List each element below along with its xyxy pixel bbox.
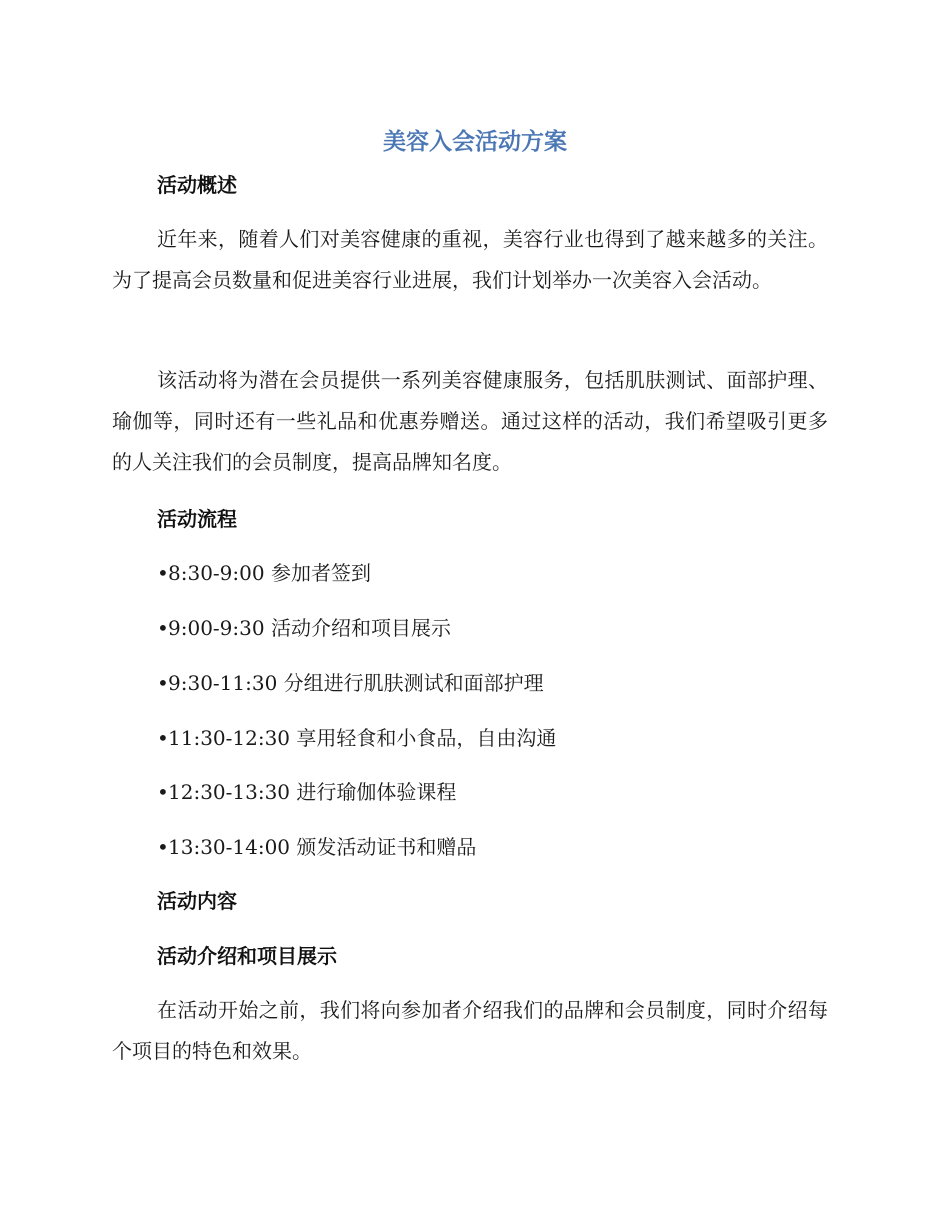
section-heading-overview: 活动概述 (157, 173, 237, 197)
schedule-item (157, 777, 456, 807)
schedule-item-text: 11:30-12:30 享用轻食和小食品，自由沟通 (168, 726, 557, 750)
schedule-item-text: 8:30-9:00 参加者签到 (168, 561, 371, 585)
schedule-item (157, 668, 544, 698)
page-title: 美容入会活动方案 (383, 129, 567, 155)
overview-paragraph-1: 近年来，随着人们对美容健康的重视，美容行业也得到了越来越多的关注。为了提高会员数量和促进美容行业进展，我们计划举办一次美容入会活动。 (112, 227, 828, 292)
schedule-item-text: 13:30-14:00 颁发活动证书和赠品 (168, 835, 477, 859)
overview-paragraph-2: 该活动将为潜在会员提供一系列美容健康服务，包括肌肤测试、面部护理、瑜伽等，同时还有一些礼品和优惠券赠送。通过这样的活动，我们希望吸引更多的人关注我们的会员制度，提高品牌知名度。 (112, 368, 828, 474)
schedule-item (157, 723, 556, 753)
section-heading-schedule: 活动流程 (157, 507, 237, 531)
bullet-dot: • (157, 671, 169, 695)
bullet-dot: • (157, 561, 169, 585)
schedule-item-text: 12:30-13:30 进行瑜伽体验课程 (168, 780, 457, 804)
schedule-item (157, 613, 451, 643)
schedule-item-text: 9:30-11:30 分组进行肌肤测试和面部护理 (168, 671, 544, 695)
schedule-item (157, 558, 371, 588)
section-heading-content: 活动内容 (157, 889, 237, 913)
bullet-dot: • (157, 726, 169, 750)
bullet-dot: • (157, 780, 169, 804)
schedule-item (157, 832, 476, 862)
bullet-dot: • (157, 835, 169, 859)
schedule-item-text: 9:00-9:30 活动介绍和项目展示 (168, 616, 451, 640)
section-heading-intro: 活动介绍和项目展示 (157, 944, 337, 968)
bullet-dot: • (157, 616, 169, 640)
intro-paragraph: 在活动开始之前，我们将向参加者介绍我们的品牌和会员制度，同时介绍每个项目的特色和效果。 (112, 998, 828, 1063)
